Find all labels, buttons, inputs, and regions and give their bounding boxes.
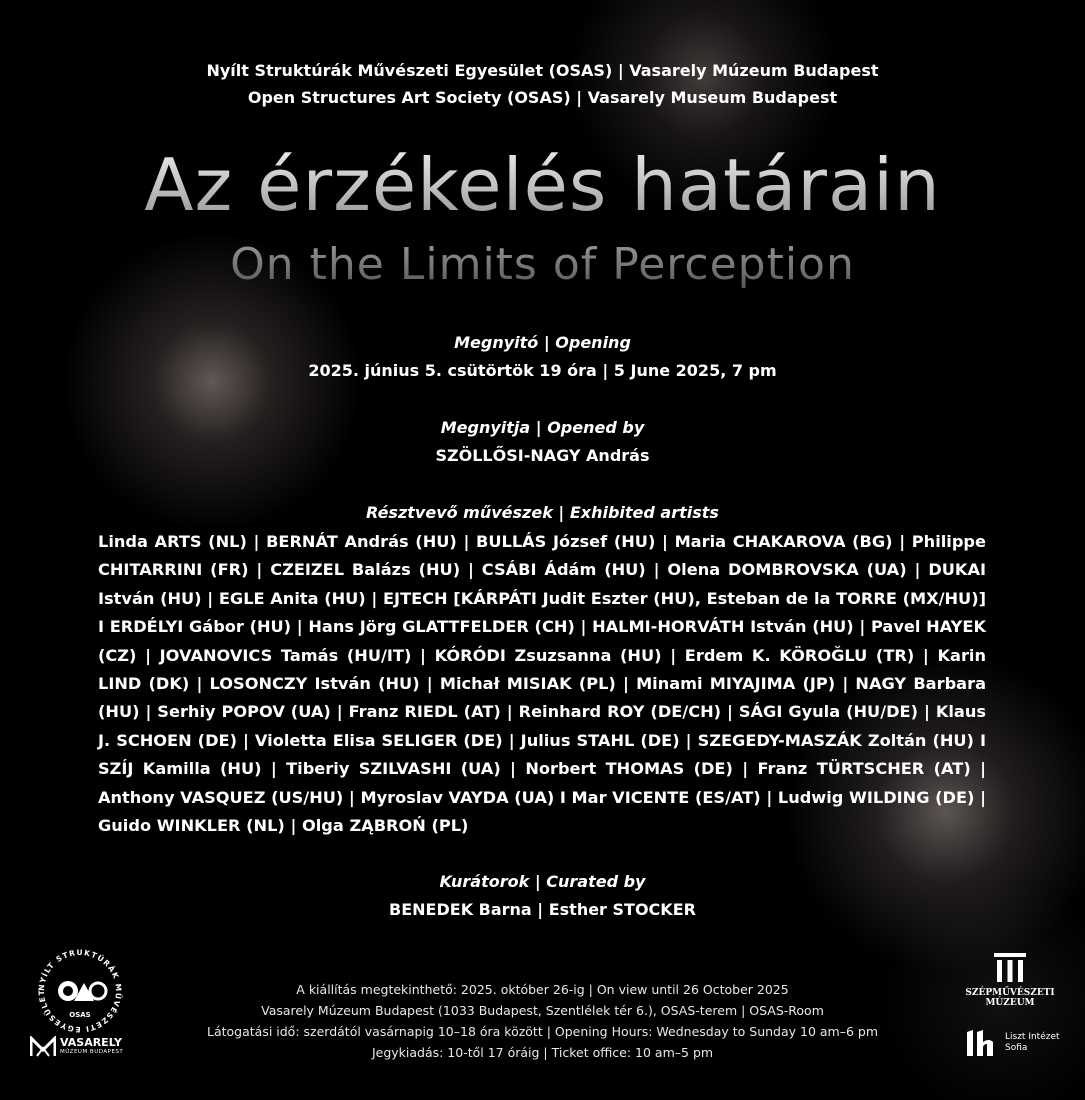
title-hungarian: Az érzékelés határain: [0, 140, 1085, 230]
szepmuveszeti-logo: [965, 952, 1055, 1018]
osas-logo: [34, 945, 126, 1037]
osas-logo-mark: [34, 945, 126, 1037]
liszt-institute-logo: [965, 1028, 1065, 1060]
osas-ring-text: NYÍLT STRUKTÚRÁK MŰVÉSZETI EGYESÜLET: [36, 947, 124, 1035]
vasarely-logo-mark: [30, 1036, 56, 1058]
visitor-info-hours: Látogatási idő: szerdától vasárnapig 10–18 óra között | Opening Hours: Wednesday to Sunday 10 am–6 pm: [206, 1024, 879, 1039]
organizer-line-hu: Nyílt Struktúrák Művészeti Egyesület (OSAS) | Vasarely Múzeum Budapest: [206, 61, 879, 80]
liszt-logo-mark: [965, 1028, 999, 1058]
liszt-city: Sofia: [1005, 1043, 1028, 1053]
visitor-info-address: Vasarely Múzeum Budapest (1033 Budapest, Szentlélek tér 6.), OSAS-terem | OSAS-Room: [261, 1003, 824, 1018]
curators-names: BENEDEK Barna | Esther STOCKER: [389, 900, 696, 919]
osas-letters: OSAS: [69, 1011, 91, 1019]
opening-date: 2025. június 5. csütörtök 19 óra | 5 June 2025, 7 pm: [308, 361, 777, 380]
organizer-line-en: Open Structures Art Society (OSAS) | Vasarely Museum Budapest: [247, 88, 838, 107]
szepmuveszeti-line1: SZÉPMŰVÉSZETI: [965, 988, 1055, 998]
artists-label: Résztvevő művészek | Exhibited artists: [366, 503, 719, 522]
opening-label: Megnyitó | Opening: [454, 333, 631, 352]
vasarely-sub: MÚZEUM BUDAPEST: [60, 1049, 124, 1055]
curators-label: Kurátorok | Curated by: [439, 872, 646, 891]
liszt-name: Liszt Intézet: [1005, 1032, 1060, 1042]
vasarely-name: VASARELY: [60, 1036, 122, 1049]
visitor-info-tickets: Jegykiadás: 10-től 17 óráig | Ticket office: 10 am–5 pm: [371, 1045, 714, 1060]
title-english: On the Limits of Perception: [0, 235, 1085, 295]
artists-list: Linda ARTS (NL) | BERNÁT András (HU) | BULLÁS József (HU) | Maria CHAKAROVA (BG) | Philippe CHITARRINI (FR) | CZEIZEL Balázs (HU) | CSÁBI Ádám (HU) | Olena DOMBROVSKA (UA) | DUKAI István (HU) | EGLE Anita (HU) | EJTECH [KÁRPÁTI Judit Eszter (HU), Esteban de la TORRE (MX/HU)] I ERDÉLYI Gábor (HU) | Hans Jörg GLATTFELDER (CH) | HALMI-HORVÁTH István (HU) | Pavel HAYEK (CZ) | JOVANOVICS Tamás (HU/IT) | KÓRÓDI Zsuzsanna (HU) | Erdem K. KÖROĞLU (TR) | Karin LIND (DK) | LOSONCZY István (HU) | Michał MISIAK (PL) | Minami MIYAJIMA (JP) | NAGY Barbara (HU) | Serhiy POPOV (UA) | Franz RIEDL (AT) | Reinhard ROY (DE/CH) | SÁGI Gyula (HU/DE) | Klaus J. SCHOEN (DE) | Violetta Elisa SELIGER (DE) | Julius STAHL (DE) | SZEGEDY-MASZÁK Zoltán (HU) I SZÍJ Kamilla (HU) | Tiberiy SZILVASHI (UA) | Norbert THOMAS (DE) | Franz TÜRTSCHER (AT) | Anthony VASQUEZ (US/HU) | Myroslav VAYDA (UA) I Mar VICENTE (ES/AT) | Ludwig WILDING (DE) | Guido WINKLER (NL) | Olga ZĄBROŃ (PL): [98, 532, 986, 836]
opened-by-label: Megnyitja | Opened by: [440, 418, 645, 437]
szepmuveszeti-logo-mark: [993, 952, 1027, 984]
visitor-info-dates: A kiállítás megtekinthető: 2025. október 26-ig | On view until 26 October 2025: [296, 982, 789, 997]
visitor-info: [180, 979, 905, 1063]
liszt-text: [1005, 1032, 1060, 1054]
opened-by-name: SZÖLLŐSI-NAGY András: [435, 446, 650, 465]
vasarely-logo: [30, 1034, 140, 1062]
szepmuveszeti-line2: MÚZEUM: [985, 998, 1035, 1008]
